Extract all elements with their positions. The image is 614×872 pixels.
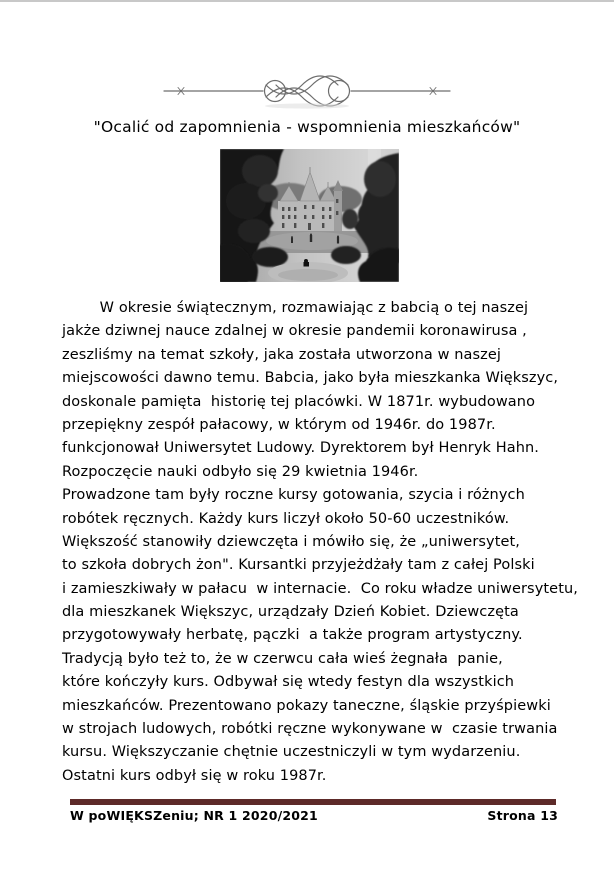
article-title: "Ocalić od zapomnienia - wspomnienia mieszkańców" <box>93 118 521 136</box>
text-line: które kończyły kurs. Odbywał się wtedy festyn dla wszystkich <box>62 674 515 691</box>
article-body <box>62 297 578 788</box>
text-line: W okresie świątecznym, rozmawiając z babcią o tej naszej <box>62 300 529 316</box>
text-line: miejscowości dawno temu. Babcia, jako była mieszkanka Większyc, <box>62 370 559 387</box>
palace-photo <box>220 149 399 282</box>
text-line: Rozpoczęcie nauki odbyło się 29 kwietnia 1946r. <box>62 463 419 480</box>
text-line: zeszliśmy na temat szkoły, jaka została utworzona w naszej <box>62 346 502 363</box>
celtic-knot-rule-icon <box>162 72 452 112</box>
text-line: kursu. Większyczanie chętnie uczestniczyli w tym wydarzeniu. <box>62 744 521 761</box>
text-line: mieszkańców. Prezentowano pokazy taneczne, śląskie przyśpiewki <box>62 697 551 714</box>
footer-newsletter-title: W poWIĘKSZeniu; NR 1 2020/2021 <box>70 808 318 823</box>
text-line: dla mieszkanek Większyc, urządzały Dzień Kobiet. Dziewczęta <box>62 604 519 621</box>
footer-page-number: Strona 13 <box>487 808 558 823</box>
text-line: to szkoła dobrych żon". Kursantki przyjeżdżały tam z całej Polski <box>62 557 535 574</box>
text-line: funkcjonował Uniwersytet Ludowy. Dyrektorem był Henryk Hahn. <box>62 440 539 457</box>
text-line: w strojach ludowych, robótki ręczne wykonywane w czasie trwania <box>62 721 558 738</box>
text-line: Większość stanowiły dziewczęta i mówiło się, że „uniwersytet, <box>62 533 521 550</box>
text-line: przygotowywały herbatę, pączki a także program artystyczny. <box>62 627 523 644</box>
text-line: doskonale pamięta historię tej placówki. W 1871r. wybudowano <box>62 393 536 410</box>
text-line: Ostatni kurs odbył się w roku 1987r. <box>62 767 327 784</box>
palace-photo-image <box>220 149 399 282</box>
text-line: Prowadzone tam były roczne kursy gotowania, szycia i różnych <box>62 487 525 504</box>
top-border-line <box>0 0 614 2</box>
text-line: przepiękny zespół pałacowy, w którym od 1946r. do 1987r. <box>62 416 496 433</box>
ornamental-divider <box>162 72 452 112</box>
text-line: jakże dziwnej nauce zdalnej w okresie pandemii koronawirusa , <box>62 323 527 340</box>
page-footer <box>70 808 558 823</box>
text-line: i zamieszkiwały w pałacu w internacie. Co roku władze uniwersytetu, <box>62 580 578 597</box>
footer-rule-bar <box>70 799 556 805</box>
text-line: Tradycją było też to, że w czerwcu cała wieś żegnała panie, <box>62 650 503 667</box>
text-line: robótek ręcznych. Każdy kurs liczył około 50-60 uczestników. <box>62 510 510 527</box>
